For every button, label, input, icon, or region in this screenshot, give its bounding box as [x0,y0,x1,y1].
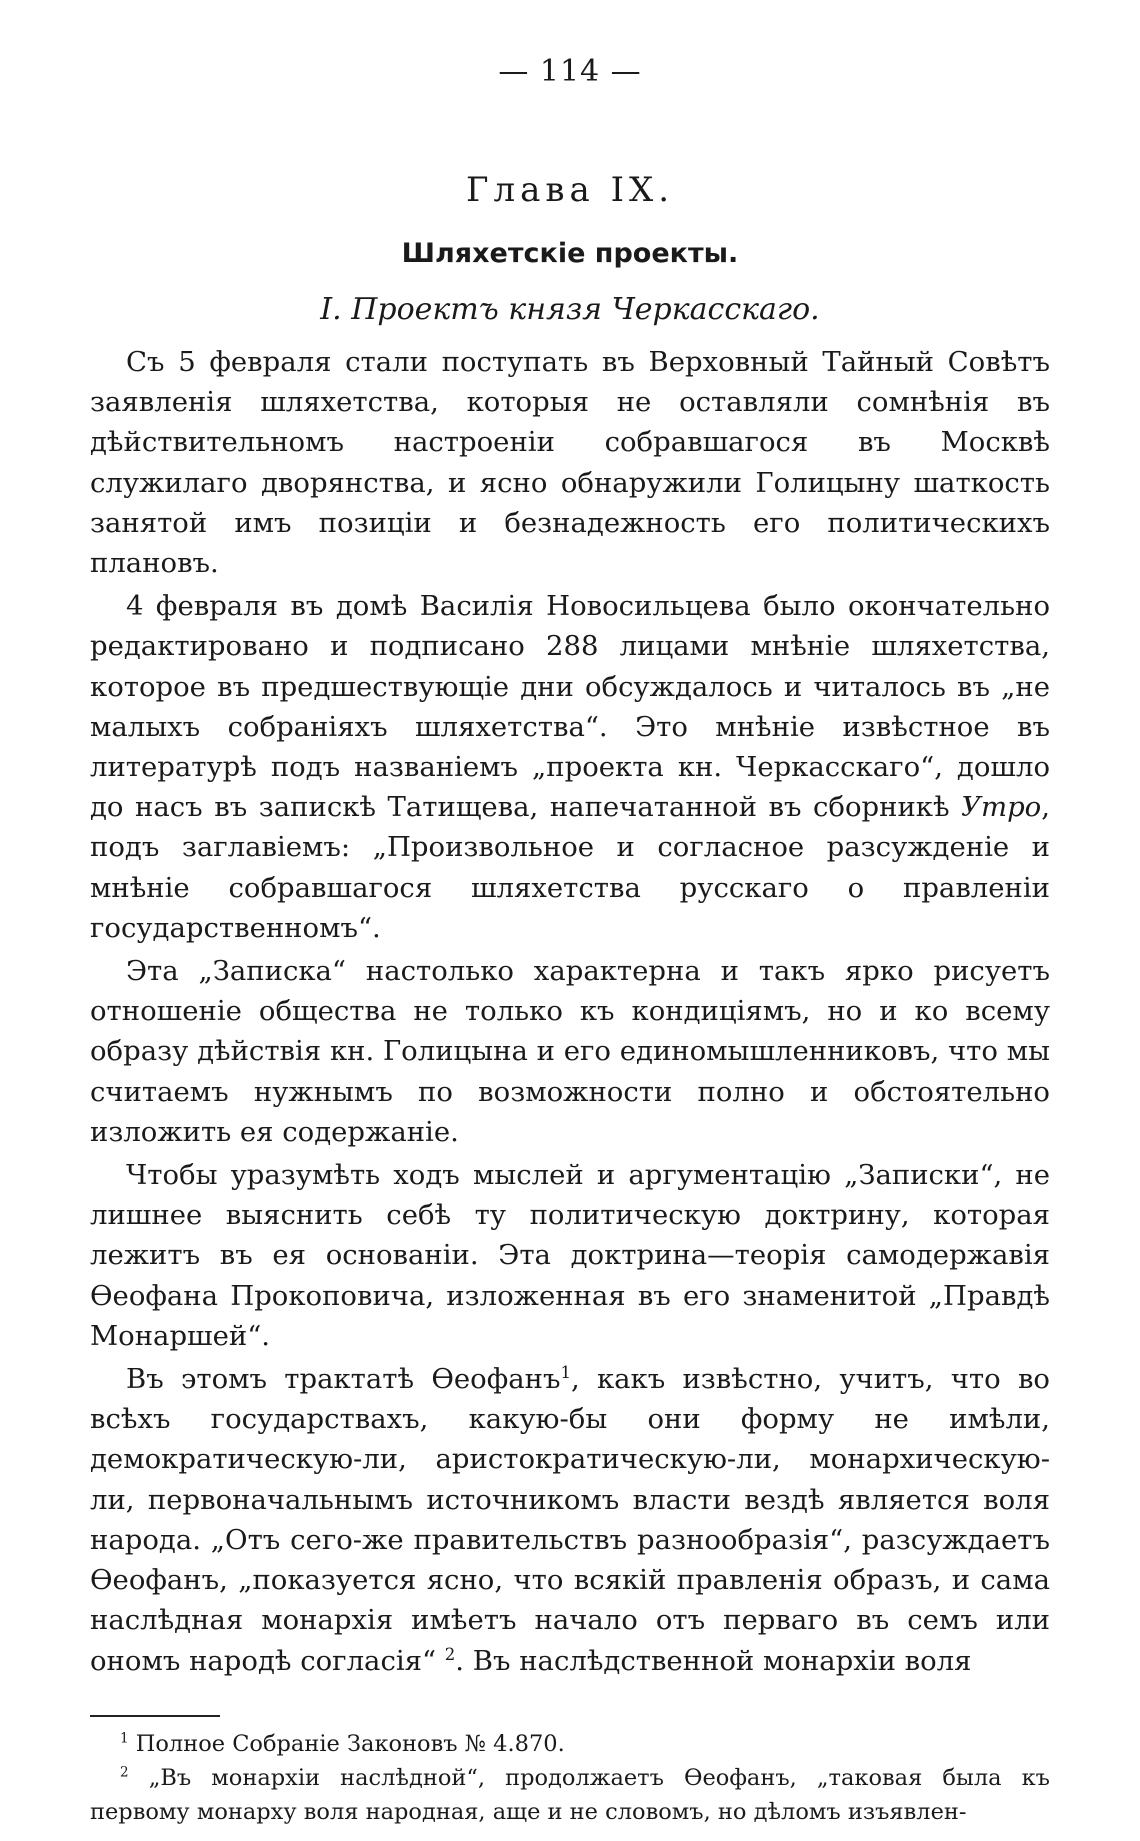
footnote-1 [90,1727,1050,1761]
footnote-mark-2: 2 [120,1764,129,1781]
chapter-heading: Глава IX. [465,170,675,210]
footnote-mark-1: 1 [120,1730,129,1747]
page-number: — 114 — [498,54,642,89]
footnote-ref-1: 1 [560,1362,571,1382]
paragraph-3: Эта „Записка“ настолько характерна и такъ ярко рисуетъ отношеніе общества не только къ кондиціямъ, но и ко всему образу дѣйствія кн. Голицына и его единомышленниковъ, что мы считаемъ нужнымъ по возможности полно и обстоятельно изложить ея содержаніе. [90,955,1050,1148]
subsection-title: I. Проектъ князя Черкасскаго. [320,292,820,327]
book-page [90,40,1050,1829]
paragraph-5-end: . Въ наслѣдственной монархіи воля [455,1644,972,1677]
paragraph-4: Чтобы уразумѣть ходъ мыслей и аргументацію „Записки“, не лишнее выяснить себѣ ту политическую доктрину, которая лежитъ въ ея основаніи. Эта доктрина—теорія самодержавія Ѳеофана Прокоповича, изложенная въ его знаменитой „Правдѣ Монаршей“. [90,1159,1050,1352]
footnote-divider [90,1715,220,1717]
paragraph-2-tail: , подъ заглавіемъ: „Произвольное и согласное разсужденіе и мнѣніе собравшагося шляхетства русскаго о правленіи государственномъ“. [90,791,1050,944]
body-text [90,342,1050,1681]
footnote-2 [90,1761,1050,1829]
paragraph-2-text: 4 февраля въ домѣ Василія Новосильцева было окончательно редактировано и подписано 288 лицами мнѣніе шляхетства, которое въ предшествующіе дни обсуждалось и читалось въ „не малыхъ собраніяхъ шляхетства“. Это мнѣніе извѣстное въ литературѣ подъ названіемъ „проекта кн. Черкасскаго“, дошло до насъ въ запискѣ Татищева, напечатанной въ сборникѣ [90,590,1050,824]
paragraph-5-text: Въ этомъ трактатѣ Ѳеофанъ [126,1363,561,1396]
footnote-1-text: Полное Собраніе Законовъ № 4.870. [135,1730,565,1757]
section-title: Шляхетскіе проекты. [401,238,739,269]
paragraph-1: Съ 5 февраля стали поступать въ Верховный Тайный Совѣтъ заявленія шляхетства, которыя не оставляли сомнѣнія въ дѣйствительномъ настроеніи собравшагося въ Москвѣ служилаго дворянства, и ясно обнаружили Голицыну шаткость занятой имъ позиціи и безнадежность его политическихъ плановъ. [90,346,1050,580]
footnote-2-text: „Въ монархіи наслѣдной“, продолжаетъ Ѳеофанъ, „таковая была къ первому монарху воля народная, аще и не словомъ, но дѣломъ изъявлен- [90,1764,1050,1825]
paragraph-2 [90,586,1050,948]
paragraph-5-tail: , какъ извѣстно, учитъ, что во всѣхъ государствахъ, какую-бы они форму не имѣли, демократическую-ли, аристократическую-ли, монархическую-ли, первоначальнымъ источникомъ власти вездѣ является воля народа. „Отъ сего-же правительствъ разнообразія“, разсуждаетъ Ѳеофанъ, „показуется ясно, что всякій правленія образъ, и сама наслѣдная монархія имѣетъ начало отъ перваго въ семъ или ономъ народѣ согласія“ [90,1363,1050,1677]
paragraph-5 [90,1359,1050,1681]
footnote-ref-2: 2 [444,1644,456,1664]
paragraph-2-italic: Утро [961,791,1042,824]
